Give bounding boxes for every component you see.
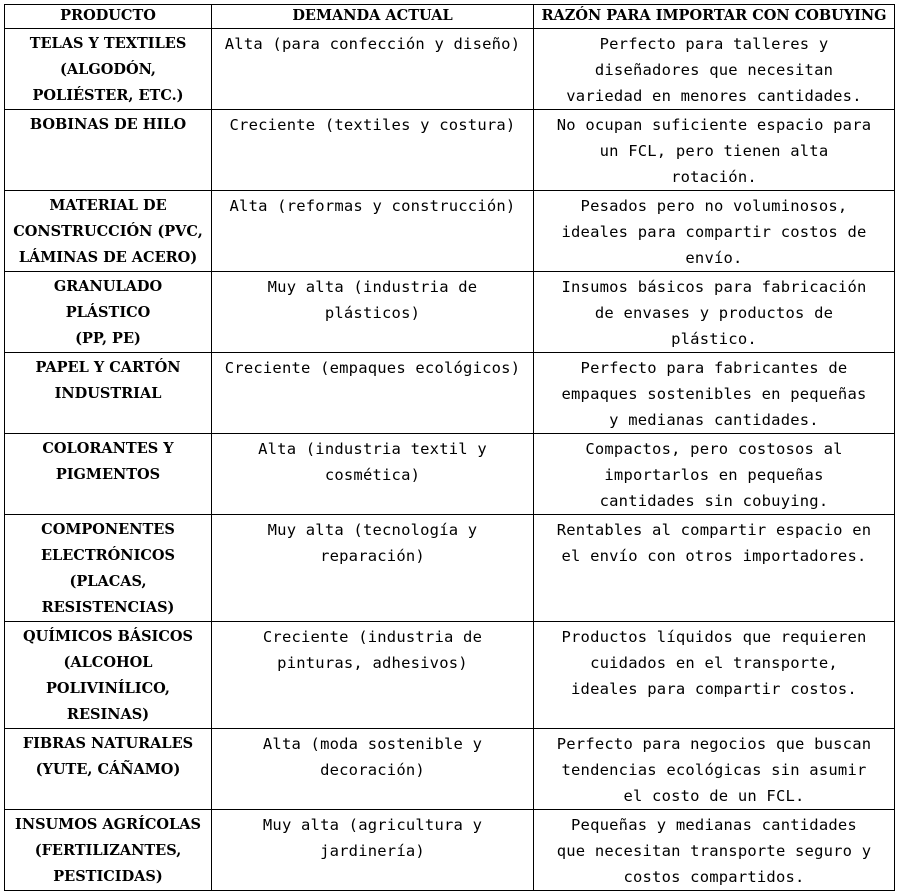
demand-cell-line: pinturas, adhesivos) <box>277 654 468 672</box>
product-cell <box>5 29 212 110</box>
reason-cell-line: envío. <box>685 249 743 267</box>
product-cell-line: CONSTRUCCIÓN (PVC, <box>13 223 203 240</box>
demand-cell <box>212 353 534 434</box>
product-cell-line: (ALGODÓN, <box>60 61 156 78</box>
demand-cell-line: Creciente (textiles y costura) <box>229 116 516 134</box>
product-cell <box>5 272 212 353</box>
reason-cell-line: Productos líquidos que requieren <box>561 628 867 646</box>
demand-cell-line: reparación) <box>320 547 425 565</box>
product-cell <box>5 434 212 515</box>
demand-cell-line: Alta (industria textil y <box>258 440 487 458</box>
demand-cell <box>212 729 534 810</box>
table-row <box>5 434 895 515</box>
demand-cell <box>212 191 534 272</box>
demand-cell <box>212 272 534 353</box>
table-row <box>5 110 895 191</box>
product-cell <box>5 729 212 810</box>
product-cell-line: (FERTILIZANTES, <box>34 842 182 859</box>
reason-cell <box>534 515 895 622</box>
product-cell-line: RESINAS) <box>66 706 150 723</box>
table-row <box>5 191 895 272</box>
reason-cell <box>534 434 895 515</box>
product-cell-line: FIBRAS NATURALES <box>22 735 194 752</box>
demand-cell-line: cosmética) <box>324 466 421 484</box>
demand-cell-line: jardinería) <box>320 842 425 860</box>
product-cell <box>5 191 212 272</box>
table-row <box>5 729 895 810</box>
table-row <box>5 810 895 891</box>
reason-cell-line: tendencias ecológicas sin asumir <box>561 761 867 779</box>
demand-cell <box>212 29 534 110</box>
product-cell-line: (PP, PE) <box>75 330 141 347</box>
reason-cell-line: de envases y productos de <box>594 304 834 322</box>
reason-cell-line: Compactos, pero costosos al <box>585 440 843 458</box>
demand-cell <box>212 622 534 729</box>
reason-cell-line: Perfecto para talleres y <box>599 35 829 53</box>
demand-cell-line: Muy alta (agricultura y <box>262 816 483 834</box>
product-cell-line: COLORANTES Y <box>42 440 174 457</box>
header-demand: DEMANDA ACTUAL <box>212 5 534 29</box>
demand-cell-line: Creciente (industria de <box>262 628 483 646</box>
reason-cell-line: rotación. <box>671 168 757 186</box>
demand-cell-line: Creciente (empaques ecológicos) <box>224 359 521 377</box>
product-cell-line: BOBINAS DE HILO <box>29 116 187 133</box>
product-cell-line: (PLACAS, <box>69 573 147 590</box>
reason-cell-line: No ocupan suficiente espacio para <box>556 116 872 134</box>
reason-cell <box>534 810 895 891</box>
demand-cell <box>212 110 534 191</box>
reason-cell-line: costos compartidos. <box>623 868 805 886</box>
product-cell-line: INDUSTRIAL <box>54 385 162 402</box>
product-cell <box>5 810 212 891</box>
reason-cell-line: importarlos en pequeñas <box>604 466 824 484</box>
table-row <box>5 353 895 434</box>
table-row <box>5 622 895 729</box>
product-cell <box>5 515 212 622</box>
reason-cell-line: Rentables al compartir espacio en <box>556 521 872 539</box>
reason-cell <box>534 353 895 434</box>
reason-cell-line: Pesados pero no voluminosos, <box>580 197 848 215</box>
reason-cell-line: y medianas cantidades. <box>609 411 819 429</box>
demand-cell-line: decoración) <box>320 761 425 779</box>
product-cell-line: PAPEL Y CARTÓN <box>35 359 181 376</box>
product-cell <box>5 622 212 729</box>
demand-cell-line: Muy alta (tecnología y <box>267 521 478 539</box>
demand-cell-line: Muy alta (industria de <box>267 278 478 296</box>
reason-cell-line: un FCL, pero tienen alta <box>599 142 829 160</box>
table-row <box>5 29 895 110</box>
reason-cell-line: Pequeñas y medianas cantidades <box>571 816 857 834</box>
demand-cell <box>212 434 534 515</box>
product-cell-line: INSUMOS AGRÍCOLAS <box>15 816 201 833</box>
reason-cell-line: Insumos básicos para fabricación <box>561 278 867 296</box>
reason-cell <box>534 272 895 353</box>
header-product: PRODUCTO <box>5 5 212 29</box>
reason-cell-line: cantidades sin cobuying. <box>599 492 829 510</box>
product-cell-line: POLIVINÍLICO, <box>46 680 170 697</box>
reason-cell <box>534 729 895 810</box>
reason-cell-line: el envío con otros importadores. <box>561 547 867 565</box>
product-cell-line: PESTICIDAS) <box>53 868 163 885</box>
table-row <box>5 515 895 622</box>
product-cell-line: (ALCOHOL <box>63 654 153 671</box>
product-cell <box>5 353 212 434</box>
reason-cell <box>534 191 895 272</box>
import-products-table <box>4 4 895 891</box>
demand-cell-line: Alta (reformas y construcción) <box>229 197 516 215</box>
header-reason: RAZÓN PARA IMPORTAR CON COBUYING <box>534 5 895 29</box>
demand-cell-line: plásticos) <box>324 304 421 322</box>
reason-cell-line: ideales para compartir costos de <box>561 223 867 241</box>
product-cell-line: COMPONENTES <box>41 521 175 538</box>
product-cell-line: POLIÉSTER, ETC.) <box>32 87 184 104</box>
reason-cell-line: ideales para compartir costos. <box>571 680 857 698</box>
product-cell-line: ELECTRÓNICOS <box>41 547 175 564</box>
demand-cell <box>212 515 534 622</box>
reason-cell-line: Perfecto para fabricantes de <box>580 359 848 377</box>
product-cell-line: QUÍMICOS BÁSICOS <box>23 628 193 645</box>
reason-cell <box>534 110 895 191</box>
table-row <box>5 272 895 353</box>
reason-cell-line: Perfecto para negocios que buscan <box>556 735 872 753</box>
product-cell <box>5 110 212 191</box>
product-cell-line: LÁMINAS DE ACERO) <box>18 249 198 266</box>
product-cell-line: GRANULADO PLÁSTICO <box>53 278 163 321</box>
product-cell-line: (YUTE, CÁÑAMO) <box>35 761 181 778</box>
demand-cell <box>212 810 534 891</box>
reason-cell <box>534 622 895 729</box>
reason-cell-line: empaques sostenibles en pequeñas <box>561 385 867 403</box>
demand-cell-line: Alta (moda sostenible y <box>262 735 483 753</box>
reason-cell-line: diseñadores que necesitan <box>594 61 834 79</box>
demand-cell-line: Alta (para confección y diseño) <box>224 35 521 53</box>
product-cell-line: MATERIAL DE <box>49 197 167 214</box>
reason-cell-line: cuidados en el transporte, <box>590 654 838 672</box>
product-cell-line: RESISTENCIAS) <box>41 599 175 616</box>
header-row <box>5 5 895 29</box>
reason-cell <box>534 29 895 110</box>
reason-cell-line: plástico. <box>671 330 757 348</box>
product-cell-line: PIGMENTOS <box>55 466 161 483</box>
reason-cell-line: el costo de un FCL. <box>623 787 805 805</box>
product-cell-line: TELAS Y TEXTILES <box>29 35 187 52</box>
reason-cell-line: que necesitan transporte seguro y <box>556 842 872 860</box>
reason-cell-line: variedad en menores cantidades. <box>566 87 862 105</box>
